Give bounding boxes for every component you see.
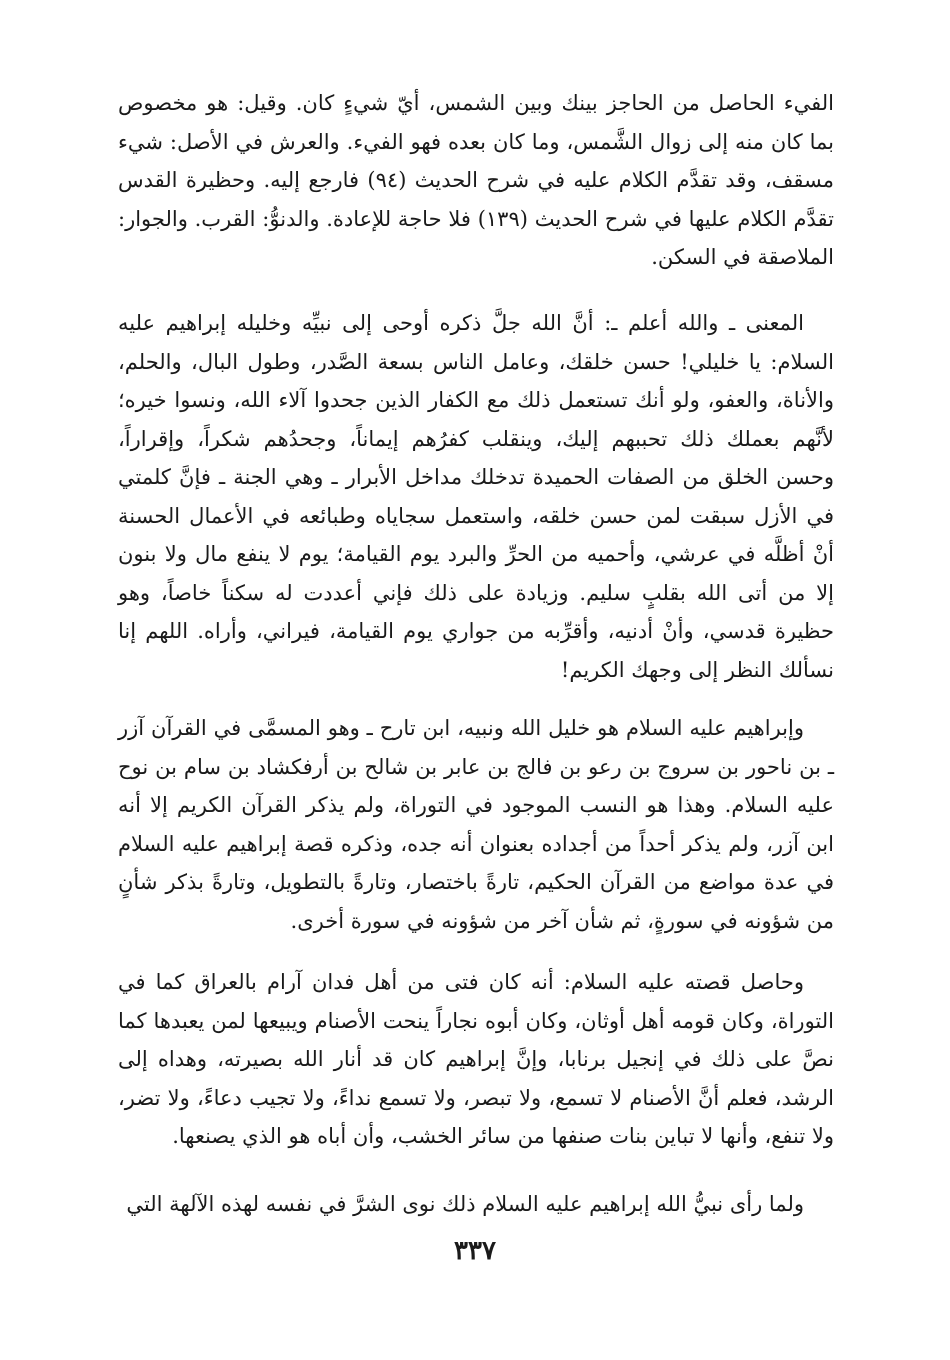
paragraph-text: المعنى ـ والله أعلم ـ: أنَّ الله جلَّ ذكره أوحى إلى نبيِّه وخليله إبراهيم عليه السلام: يا خليلي! حسن خلقك، وعامل الناس بسعة الصَّدر، وطول البال، والحلم، والأناة، والعفو، ولو أنك تستعمل ذلك مع الكفار الذين جحدوا آلاء الله، ونسوا خيره؛ لأنَّهم بعملك ذلك تحببهم إليك، وينقلب كفرُهم إيماناً، وجحدُهم شكراً، وإقراراً، وحسن الخلق من الصفات الحميدة تدخلك مداخل الأبرار ـ وهي الجنة ـ فإنَّ كلمتي في الأزل سبقت لمن حسن خلقه، واستعمل سجاياه وطبائعه في الأعمال الحسنة أنْ أظلَّه في عرشي، وأحميه من الحرِّ والبرد يوم القيامة؛ يوم لا ينفع مال ولا بنون إلا من أتى الله بقلبٍ سليم. وزيادة على ذلك فإني أعددت له سكناً خاصاً، وهو حظيرة قدسي، وأنْ أدنيه، وأقرِّبه من جواري يوم القيامة، فيراني، وأراه. اللهم إنا نسألك النظر إلى وجهك الكريم! bbox=[118, 311, 834, 682]
page-number: ٣٣٧ bbox=[454, 1236, 496, 1266]
paragraph-meaning bbox=[118, 304, 834, 689]
paragraph-text: ولما رأى نبيُّ الله إبراهيم عليه السلام ذلك نوى الشرَّ في نفسه لهذه الآلهة التي bbox=[126, 1192, 804, 1216]
paragraph-story bbox=[118, 963, 834, 1156]
paragraph-ibrahim-lineage bbox=[118, 709, 834, 940]
paragraph-text: الفيء الحاصل من الحاجز بينك وبين الشمس، أيّ شيءٍ كان. وقيل: هو مخصوص بما كان منه إلى زوال الشَّمس، وما كان بعده فهو الفيء. والعرش في الأصل: شيء مسقف، وقد تقدَّم الكلام عليه في شرح الحديث (٩٤) فارجع إليه. وحظيرة القدس تقدَّم الكلام عليها في شرح الحديث (١٣٩) فلا حاجة للإعادة. والدنوُّ: القرب. والجوار: الملاصقة في السكن. bbox=[118, 91, 834, 269]
paragraph-intro bbox=[118, 84, 834, 277]
paragraph-text: وإبراهيم عليه السلام هو خليل الله ونبيه، ابن تارح ـ وهو المسمَّى في القرآن آزر ـ بن ناحور بن سروج بن رعو بن فالج بن عابر بن شالح بن أرفكشاد بن سام بن نوح عليه السلام. وهذا هو النسب الموجود في التوراة، ولم يذكر القرآن الكريم إلا أنه ابن آزر، ولم يذكر أحداً من أجداده بعنوان أنه جده، وذكره قصة إبراهيم عليه السلام في عدة مواضع من القرآن الحكيم، تارةً باختصار، وتارةً بالتطويل، وتارةً بذكر شأنٍ من شؤونه في سورةٍ، ثم شأن آخر من شؤونه في سورة أخرى. bbox=[118, 716, 834, 933]
paragraph-text: وحاصل قصته عليه السلام: أنه كان فتى من أهل فدان آرام بالعراق كما في التوراة، وكان قومه أهل أوثان، وكان أبوه نجاراً ينحت الأصنام ويبيعها لمن يعبدها كما نصَّ على ذلك في إنجيل برنابا، وإنَّ إبراهيم كان قد أنار الله بصيرته، وهداه إلى الرشد، فعلم أنَّ الأصنام لا تسمع، ولا تبصر، ولا تسمع نداءً، ولا تجيب دعاءً، ولا تضر، ولا تنفع، وأنها لا تباين بنات صنفها من سائر الخشب، وأن أباه هو الذي يصنعها. bbox=[118, 970, 834, 1148]
paragraph-continuation bbox=[118, 1185, 834, 1224]
